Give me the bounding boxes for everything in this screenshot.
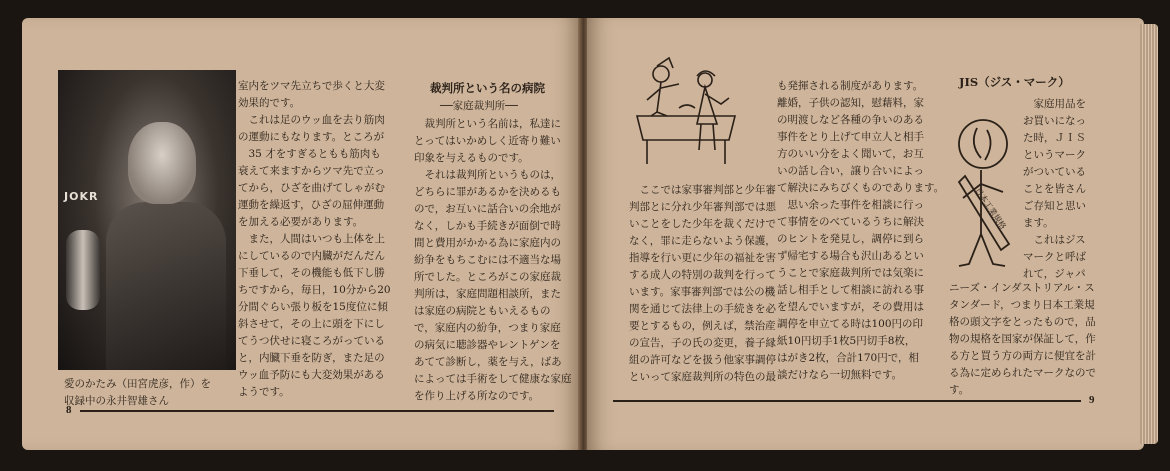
text-line: います。家事審判部では公の機 (629, 286, 776, 298)
footer-rule-right (613, 400, 1081, 402)
photo-figure-head (128, 122, 196, 204)
text-line: れて，ジャパ (1023, 268, 1086, 280)
text-line: 裁判所という名前は，私達に (414, 118, 561, 130)
text-line: を作り上げる所なのです。 (414, 390, 540, 402)
caption-line: 収録中の永井智雄さん (64, 395, 169, 407)
text-line: 格の頭文字をとったもので，品 (949, 316, 1096, 328)
text-line: 物の規格を国家が保証して，作 (949, 333, 1096, 345)
text-line: いことをした少年を裁くだけで (629, 218, 776, 230)
page-number-left: 8 (66, 404, 72, 416)
text-line: 話し相手として相談に訪れる事 (777, 284, 924, 296)
text-line: ので，お互いに話合いの余地が (414, 203, 561, 215)
text-line: 要とするもの，例えば，禁治産 (629, 320, 776, 332)
text-line: 所でした。ところがこの家庭裁 (414, 271, 561, 283)
text-line: と，内臓下垂を防ぎ，また足の (238, 352, 385, 364)
text-line: は家庭の病院ともいえるもの (414, 305, 551, 317)
text-line: で，家庭内の紛争，つまり家庭 (414, 322, 561, 334)
right-page (587, 18, 1144, 450)
text-line: のヒントを発見し，調停に到ら (777, 233, 924, 245)
text-line: 分間ぐらい張り板を15度位に傾 (238, 301, 388, 313)
station-sign: JOKR (64, 190, 99, 203)
text-line: 組の許可などを扱う他家事調停 (629, 354, 776, 366)
text-line: 室内をツマ先立ちで歩くと大変 (238, 80, 385, 92)
text-line: 紛争をもちこむには不適当な場 (414, 254, 561, 266)
article-subtitle-court: ──家庭裁判所── (440, 100, 518, 112)
text-line: て事情をのべているうちに解決 (777, 216, 924, 228)
text-line: 間と費用がかかる為に家庭内の (414, 237, 561, 249)
text-line: てから，ひざを曲げてしゃがむ (238, 182, 385, 194)
text-line: 関を通じて法律上の手続きを必 (629, 303, 776, 315)
text-line: にしているので内臓がだんだん (238, 250, 385, 262)
text-line: 衰えて来ますからツマ先で立っ (238, 165, 385, 177)
text-line: あてて診断し，薬を与え，ばあ (414, 356, 562, 368)
text-line: す。 (949, 384, 970, 396)
text-line: また，人間はいつも上体を上 (238, 233, 385, 245)
text-line: なく，罪に走らないよう保護， (629, 235, 776, 247)
text-line: 事件をとり上げて申立人と相手 (777, 131, 924, 143)
text-line: いの話し合い，譲り合いによっ (777, 165, 924, 177)
sash-label: 日本工業規格 (973, 186, 1008, 231)
jis-mark-mascot-illustration (951, 114, 1021, 284)
left-page (22, 18, 580, 450)
text-line: ここでは家事審判部と少年審 (629, 184, 776, 196)
photo-actor-at-microphone (58, 70, 236, 370)
text-line: の宣告，子の氏の変更，養子縁 (629, 337, 776, 349)
text-line: 談だけなら一切無料です。 (777, 369, 903, 381)
text-line: する成人の特別の裁判を行って (629, 269, 776, 281)
text-line: 印象を与えるものです。 (414, 152, 529, 164)
photo-figure-body (106, 202, 226, 370)
article-title-jis: JIS（ジス・マーク） (959, 75, 1070, 89)
text-line: ことを皆さん (1023, 183, 1086, 195)
text-line: を望んでいますが，その費用は (777, 301, 924, 313)
text-line: タンダード，つまり日本工業規 (949, 299, 1095, 311)
text-line: の明渡しなど各種の争いのある (777, 114, 924, 126)
column-court-continued (629, 182, 776, 386)
text-line: を加える必要があります。 (238, 216, 364, 228)
text-line: 指導を行い更に少年の福祉を害 (629, 252, 776, 264)
text-line: 判所は，家庭問題相談所，また (414, 288, 561, 300)
text-line: 離婚，子供の認知，慰藉料，家 (777, 97, 924, 109)
text-line: 調停を申立てる時は100円の印 (777, 318, 924, 330)
text-line: 紙10円切手1枚5円切手8枚， (777, 335, 916, 347)
text-line: てうつ伏せに寝ころがっている (238, 335, 385, 347)
text-line: によっては手術をして健康な家庭 (414, 373, 572, 385)
text-line: それは裁判所というものは， (414, 169, 561, 181)
text-line: これは足のウッ血を去り筋肉 (238, 114, 385, 126)
text-line: 斜させて，その上に頭を下にし (238, 318, 385, 330)
text-line: 家庭用品を (1023, 98, 1086, 110)
text-line: 運動を繰返す，ひざの屈伸運動 (238, 199, 385, 211)
text-line: どちらに罪があるかを決めるも (414, 186, 561, 198)
text-line: た時，ＪＩＳ (1023, 132, 1086, 144)
text-line: 35 才をすぎるともも筋肉も (238, 148, 381, 160)
column-mediation-text (777, 78, 944, 384)
text-line: というマーク (1023, 149, 1086, 161)
article-title-court: 裁判所という名の病院 (430, 81, 545, 95)
footer-rule-left (80, 410, 554, 412)
text-line: これはジス (1023, 234, 1086, 246)
text-line: ちですから，毎日，10分から20 (238, 284, 391, 296)
page-number-right: 9 (1089, 394, 1095, 406)
photo-caption (64, 376, 254, 410)
cartoon-doctor-family-illustration (617, 54, 747, 174)
text-line: とってはいかめしく近寄り難い (414, 135, 561, 147)
booklet-spread (22, 18, 1144, 450)
page-stack-edge (1140, 24, 1158, 444)
text-line: 思い余った事件を相談に行っ (777, 199, 924, 211)
text-line: はがき2枚，合計170円で，相 (777, 352, 920, 364)
text-line: 下垂して，その機能も低下し勝 (238, 267, 385, 279)
text-line: ニーズ・インダストリアル・ス (949, 282, 1095, 294)
text-line: がついている (1023, 166, 1086, 178)
text-line: マークと呼ば (1023, 251, 1086, 263)
text-line: お買いになっ (1023, 115, 1086, 127)
text-line: ようです。 (238, 386, 290, 398)
text-line: る為に定められたマークなので (949, 367, 1096, 379)
text-line: といって家庭裁判所の特色の最 (629, 371, 776, 383)
text-line: 方のいい分をよく聞いて，お互 (777, 148, 924, 160)
microphone (66, 230, 100, 310)
text-line: ウッ血予防にも大変効果がある (238, 369, 385, 381)
column-health-text (238, 78, 391, 401)
column-jis-text-narrow (1023, 96, 1086, 283)
text-line: も発揮される制度があります。 (777, 80, 924, 92)
column-court-text (414, 116, 572, 405)
text-line: なく，しかも手続きが面倒で時 (414, 220, 561, 232)
text-line: て解決にみちびくものであります。 (777, 182, 945, 194)
text-line: の病気に聴診器やレントゲンを (414, 339, 561, 351)
caption-line: 愛のかたみ（田宮虎彦，作）を (64, 378, 211, 390)
text-line: ます。 (1023, 217, 1054, 229)
text-line: うことで家庭裁判所では気楽に (777, 267, 924, 279)
text-line: る方と買う方の両方に便宜を計 (949, 350, 1096, 362)
text-line: ご存知と思い (1023, 200, 1086, 212)
text-line: の運動にもなります。ところが (238, 131, 385, 143)
text-line: ず帰宅する場合も沢山あるとい (777, 250, 924, 262)
column-jis-text-wide (949, 280, 1096, 399)
text-line: 判部とに分れ少年審判部では悪 (629, 201, 776, 213)
text-line: 効果的です。 (238, 97, 301, 109)
